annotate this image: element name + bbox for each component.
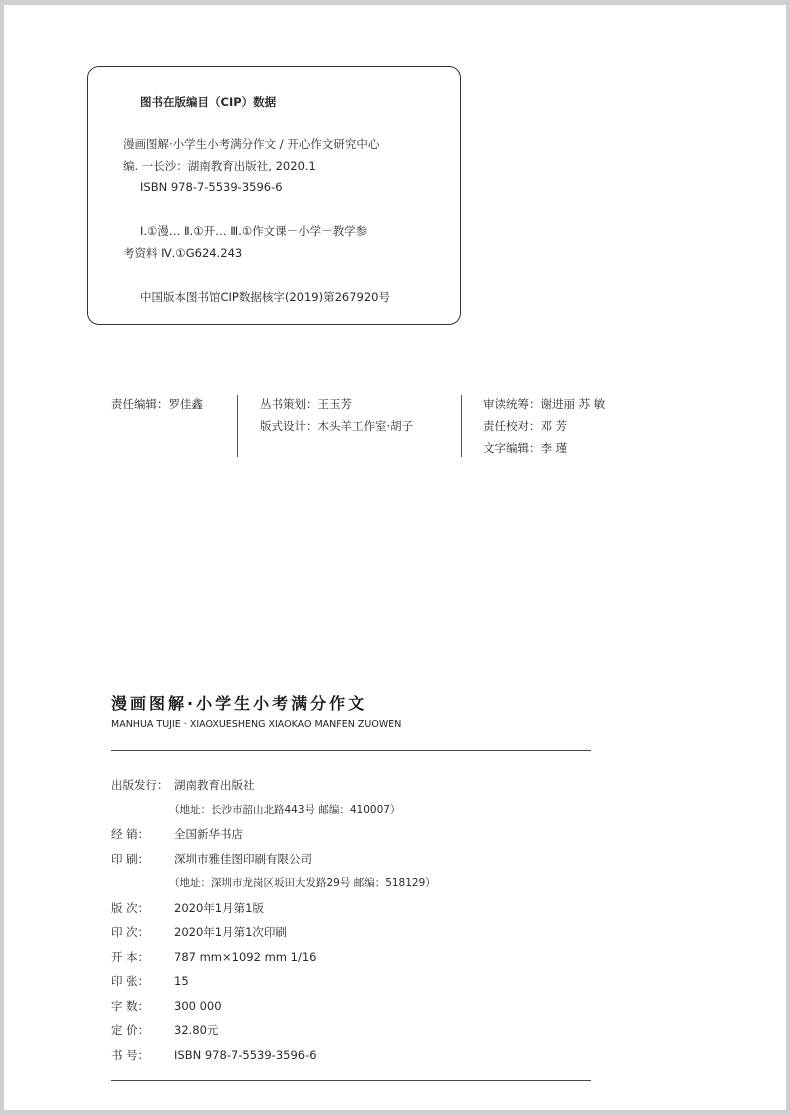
edition-value: 2020年1月第1版 xyxy=(174,901,264,915)
word-count-value: 300 000 xyxy=(174,999,222,1013)
printer-address: （地址：深圳市龙岗区坂田大发路29号 邮编：518129） xyxy=(169,877,436,889)
cip-heading: 图书在版编目（CIP）数据 xyxy=(140,95,277,109)
cip-line-5: 考资料 Ⅳ.①G624.243 xyxy=(123,246,243,260)
divider-2 xyxy=(461,395,462,457)
distributor-value: 全国新华书店 xyxy=(174,827,243,841)
text-editor: 文字编辑：李 瑾 xyxy=(483,441,568,455)
cip-line-2: 编. 一长沙：湖南教育出版社, 2020.1 xyxy=(123,159,316,173)
layout-designer: 版式设计：木头羊工作室·胡子 xyxy=(260,419,414,433)
format-value: 787 mm×1092 mm 1/16 xyxy=(174,950,317,964)
cip-line-4: Ⅰ.①漫… Ⅱ.①开… Ⅲ.①作文课－小学－教学参 xyxy=(140,224,368,238)
bottom-rule xyxy=(111,1080,591,1081)
cip-line-1: 漫画图解·小学生小考满分作文 / 开心作文研究中心 xyxy=(123,137,380,151)
book-pinyin: MANHUA TUJIE · XIAOXUESHENG XIAOKAO MANFEN ZUOWEN xyxy=(111,719,402,730)
price-value: 32.80元 xyxy=(174,1023,219,1037)
editor-in-charge: 责任编辑：罗佳鑫 xyxy=(111,397,203,411)
proofreader: 责任校对：邓 芳 xyxy=(483,419,568,433)
format-label: 开 本： xyxy=(111,950,150,964)
price-label: 定 价： xyxy=(111,1023,150,1037)
printer-value: 深圳市雅佳图印刷有限公司 xyxy=(174,852,312,866)
publisher-value: 湖南教育出版社 xyxy=(174,778,255,792)
publisher-label: 出版发行： xyxy=(111,778,169,792)
edition-label: 版 次： xyxy=(111,901,150,915)
word-count-label: 字 数： xyxy=(111,999,150,1013)
series-planner: 丛书策划：王玉芳 xyxy=(260,397,352,411)
publisher-address: （地址：长沙市韶山北路443号 邮编：410007） xyxy=(169,804,401,816)
printing-label: 印 次： xyxy=(111,925,150,939)
printer-label: 印 刷： xyxy=(111,852,150,866)
copyright-page xyxy=(4,5,786,1110)
printing-value: 2020年1月第1次印刷 xyxy=(174,925,287,939)
isbn-label: 书 号： xyxy=(111,1048,150,1062)
sheets-value: 15 xyxy=(174,974,189,988)
title-rule xyxy=(111,750,591,751)
book-title: 漫画图解·小学生小考满分作文 xyxy=(111,694,368,713)
review-coordinator: 审读统筹：谢进丽 苏 敏 xyxy=(483,397,606,411)
isbn-value: ISBN 978-7-5539-3596-6 xyxy=(174,1048,317,1062)
divider-1 xyxy=(237,395,238,457)
distributor-label: 经 销： xyxy=(111,827,150,841)
cip-line-6: 中国版本图书馆CIP数据核字(2019)第267920号 xyxy=(140,290,390,304)
sheets-label: 印 张： xyxy=(111,974,150,988)
cip-line-3: ISBN 978-7-5539-3596-6 xyxy=(140,180,283,194)
